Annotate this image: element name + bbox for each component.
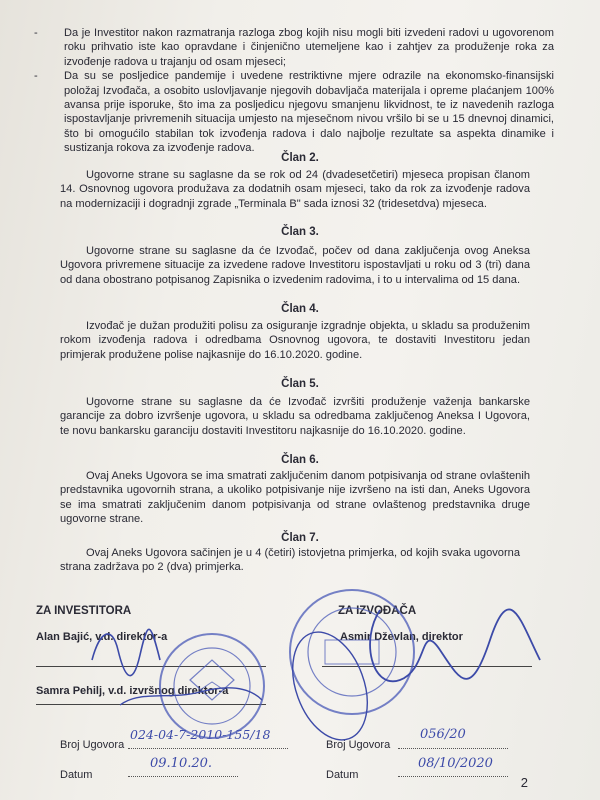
contractor-contract-label: Broj Ugovora [326,739,391,751]
article-5-text: Ugovorne strane su saglasne da će Izvođač izvršiti produženje važenja bankarske garancije za dobro izvršenje ugovora, u skladu sa odredbama zaključenog Aneksa I Ugovora, te novu bankarsku garanciju dostaviti Investitoru najkasnije do 16.10.2020. godine. [60,396,530,437]
contractor-heading: ZA IZVOĐAČA [338,605,417,617]
article-2-title: Član 2. [281,152,319,164]
bullet-list [34,26,554,156]
investor-signer-1: Alan Bajić, v.d. direktor-a [36,631,168,643]
investor-heading: ZA INVESTITORA [36,605,132,617]
bullet-text: Da je Investitor nakon razmatranja razloga zbog kojih nisu mogli biti izvedeni radovi u ugovorenom roku prihvatio iste kao opravdane i činjenično utemeljene kao i zahtjev za produženje roka za izvođenje radova u trajanju od osam mjeseci; [64,27,554,68]
article-4-text: Izvođač je dužan produžiti polisu za osiguranje izgradnje objekta, u skladu sa produženim rokom izvođenja radova i odredbama Osnovnog ugovora, te dostaviti Investitoru jedan primjerak produžene polise najkasnije do 16.10.2020. godine. [60,320,530,361]
contractor-date-label: Datum [326,769,359,781]
article-2-text: Ugovorne strane su saglasne da se rok od 24 (dvadesetčetiri) mjeseca propisan članom 14. Osnovnog ugovora produžava za dodatnih osam mjeseci, tako da rok za izvođenje radova na modernizaciji i dogradnji zgrade „Terminala B" sada iznosi 32 (tridesetdva) mjeseca. [60,169,530,210]
dotted-line [128,776,238,777]
bullet-mark: - [34,70,38,83]
page-number: 2 [520,774,528,790]
bullet-item [34,26,554,69]
bullet-mark: - [34,27,38,39]
investor-contract-number: 024-04-7-2010-155/18 [130,727,271,742]
signature-line [36,666,266,667]
article-3-text: Ugovorne strane su saglasne da će Izvođač, počev od dana zaključenja ovog Aneksa Ugovora privremene situacije za izvedene radove Investitoru ispostavljati u roku od 3 (tri) dana od dana obostrano potpisanog Zapisnika o izvedenim radovima, i to u intervalima od 15 dana. [60,245,530,286]
article-6-title: Član 6. [281,454,319,466]
signature-line [322,666,532,667]
dotted-line [398,776,508,777]
article-7-text: Ovaj Aneks Ugovora sačinjen je u 4 (četiri) istovjetna primjerka, od kojih svaka ugovorna strana zadržava po 2 (dva) primjerka. [60,547,520,574]
investor-date: 09.10.20. [150,756,213,771]
dotted-line [128,748,288,749]
contractor-contract-number: 056/20 [420,727,466,742]
article-5-title: Član 5. [281,378,319,390]
article-4-title: Član 4. [281,303,319,315]
investor-date-label: Datum [60,769,93,781]
dotted-line [398,748,508,749]
bullet-text: Da su se posljedice pandemije i uvedene restriktivne mjere odrazile na ekonomsko-finansijski položaj Izvođača, a osobito uslovljavanje njegovih dobavljača materijala i opreme plaćanjem 100% avansa prije isporuke, što ima za posljedicu njegovu smanjenu likvidnost, te iz navedenih razloga ispostavljanje privremenih situacija umjesto na mjesečnom nivou vršilo bi se u 15 dnevnoj dinamici, što bi omogućilo stabilan tok izvođenja radova i dalo najbolje rezultate sa aspekta dinamike i sustizanja rokova za izvođenje radova. [64,70,554,155]
signature-line [36,704,266,705]
investor-signer-2: Samra Pehilj, v.d. izvršnog direktor-a [36,685,229,697]
contractor-date: 08/10/2020 [418,756,493,771]
article-7-title: Član 7. [281,532,319,544]
bullet-item [34,69,554,155]
article-6-text: Ovaj Aneks Ugovora se ima smatrati zaključenim danom potpisivanja od strane ovlaštenih predstavnika ugovornih strana, a ukoliko potpisivanje nije izvršeno na isti dan, Aneks Ugovora se ima smatrati zaključenim danom potpisivanja od strane ovlaštenog predstavnika druge ugovorne strane. [60,470,530,526]
contractor-signer: Asmir Dževlan, direktor [340,631,463,643]
investor-contract-label: Broj Ugovora [60,739,125,751]
article-3-title: Član 3. [281,226,319,238]
contractor-signature [370,609,540,681]
